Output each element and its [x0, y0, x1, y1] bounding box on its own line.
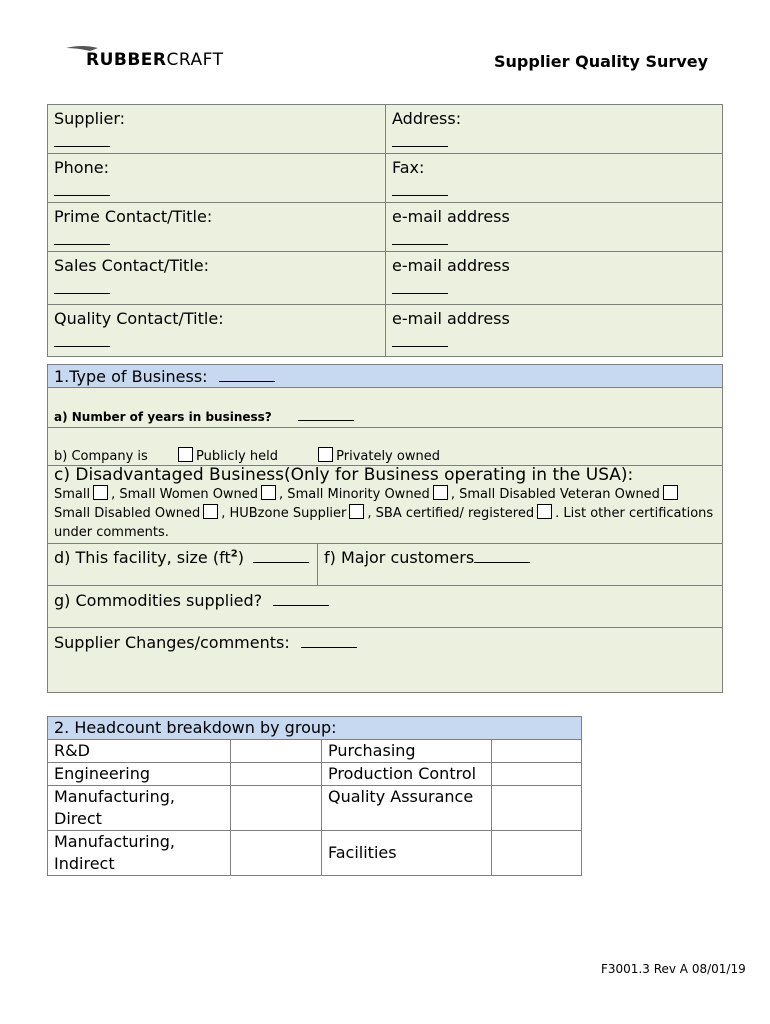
company-logo — [64, 44, 234, 74]
sales-email-field[interactable] — [392, 277, 448, 294]
commodities-field[interactable] — [273, 589, 329, 606]
quality-email-field[interactable] — [392, 330, 448, 347]
small-disabled-label: Small Disabled Owned — [54, 506, 201, 521]
headcount-label-purchasing: Purchasing — [322, 740, 492, 763]
business-type-field[interactable] — [219, 365, 275, 382]
commodities-label: g) Commodities supplied? — [54, 591, 263, 610]
years-label: a) Number of years in business? — [54, 410, 272, 424]
sales-email-label: e-mail address — [392, 256, 510, 275]
headcount-header: 2. Headcount breakdown by group: — [48, 717, 582, 740]
fax-cell — [386, 154, 723, 203]
headcount-label-production-control: Production Control — [322, 763, 492, 786]
small-minority-checkbox[interactable] — [433, 485, 448, 500]
headcount-field-manufacturing-direct[interactable] — [231, 786, 322, 831]
headcount-label-rnd: R&D — [48, 740, 231, 763]
publicly-held-label: Publicly held — [195, 449, 278, 464]
hubzone-checkbox[interactable] — [349, 504, 364, 519]
sales-contact-label: Sales Contact/Title: — [54, 256, 209, 275]
address-label: Address: — [392, 109, 462, 128]
supplier-contact-table — [47, 104, 723, 357]
prime-contact-field[interactable] — [54, 228, 110, 245]
headcount-field-production-control[interactable] — [492, 763, 582, 786]
facility-size-field[interactable] — [253, 546, 309, 563]
headcount-field-facilities[interactable] — [492, 831, 582, 876]
address-cell — [386, 105, 723, 154]
list-other-note: . List other certifications under comments. — [54, 506, 714, 540]
small-disabled-checkbox[interactable] — [203, 504, 218, 519]
business-type-label: 1.Type of Business: — [54, 367, 208, 386]
supplier-label: Supplier: — [54, 109, 126, 128]
headcount-label-facilities: Facilities — [322, 831, 492, 876]
headcount-label-quality-assurance: Quality Assurance — [322, 786, 492, 831]
major-customers-field[interactable] — [474, 546, 530, 563]
headcount-field-purchasing[interactable] — [492, 740, 582, 763]
document-title: Supplier Quality Survey — [494, 52, 709, 71]
hubzone-label: , HUBzone Supplier — [221, 506, 347, 521]
headcount-label-manufacturing-direct: Manufacturing, Direct — [48, 786, 231, 831]
quality-contact-field[interactable] — [54, 330, 110, 347]
prime-contact-label: Prime Contact/Title: — [54, 207, 213, 226]
quality-email-cell — [386, 305, 723, 357]
prime-contact-cell — [48, 203, 386, 252]
facility-size-label: d) This facility, size $(ft^2)$ — [54, 548, 244, 567]
years-field[interactable] — [298, 408, 354, 421]
prime-email-label: e-mail address — [392, 207, 510, 226]
prime-email-field[interactable] — [392, 228, 448, 245]
small-label: Small — [54, 487, 91, 502]
small-veteran-label: , Small Disabled Veteran Owned — [450, 487, 660, 502]
sales-contact-cell — [48, 252, 386, 305]
company-cell — [48, 428, 723, 466]
phone-label: Phone: — [54, 158, 109, 177]
fax-field[interactable] — [392, 179, 448, 196]
small-women-label: , Small Women Owned — [111, 487, 259, 502]
major-customers-cell — [318, 544, 723, 586]
supplier-cell — [48, 105, 386, 154]
publicly-held-checkbox[interactable] — [178, 447, 193, 462]
address-field[interactable] — [392, 130, 448, 147]
phone-cell — [48, 154, 386, 203]
quality-contact-cell — [48, 305, 386, 357]
logo-wordmark: RUBBERCRAFT — [86, 50, 224, 70]
business-type-header — [48, 365, 723, 388]
sba-label: , SBA certified/ registered — [367, 506, 535, 521]
phone-field[interactable] — [54, 179, 110, 196]
headcount-field-rnd[interactable] — [231, 740, 322, 763]
facility-size-cell — [48, 544, 318, 586]
company-label: b) Company is — [54, 449, 148, 464]
disadvantaged-options — [54, 485, 716, 542]
supplier-changes-field[interactable] — [301, 631, 357, 648]
form-revision-id: F3001.3 Rev A 08/01/19 — [601, 962, 746, 976]
headcount-label-engineering: Engineering — [48, 763, 231, 786]
fax-label: Fax: — [392, 158, 425, 177]
privately-owned-label: Privately owned — [336, 449, 440, 464]
disadvantaged-cell — [48, 466, 723, 544]
small-minority-label: , Small Minority Owned — [279, 487, 430, 502]
small-checkbox[interactable] — [93, 485, 108, 500]
disadvantaged-label: c) Disadvantaged Business(Only for Business operating in the USA): — [54, 465, 634, 485]
sales-email-cell — [386, 252, 723, 305]
headcount-field-manufacturing-indirect[interactable] — [231, 831, 322, 876]
privately-owned-checkbox[interactable] — [318, 447, 333, 462]
quality-email-label: e-mail address — [392, 309, 510, 328]
supplier-changes-cell — [48, 628, 723, 693]
prime-email-cell — [386, 203, 723, 252]
major-customers-label: f) Major customers — [324, 548, 475, 567]
quality-contact-label: Quality Contact/Title: — [54, 309, 224, 328]
sales-contact-field[interactable] — [54, 277, 110, 294]
years-cell — [48, 388, 723, 428]
small-veteran-checkbox[interactable] — [663, 485, 678, 500]
sba-checkbox[interactable] — [537, 504, 552, 519]
supplier-field[interactable] — [54, 130, 110, 147]
headcount-field-quality-assurance[interactable] — [492, 786, 582, 831]
headcount-field-engineering[interactable] — [231, 763, 322, 786]
supplier-changes-label: Supplier Changes/comments: — [54, 633, 290, 652]
commodities-cell — [48, 586, 723, 628]
small-women-checkbox[interactable] — [261, 485, 276, 500]
headcount-table — [47, 716, 582, 876]
headcount-label-manufacturing-indirect: Manufacturing, Indirect — [48, 831, 231, 876]
business-type-table — [47, 364, 723, 693]
